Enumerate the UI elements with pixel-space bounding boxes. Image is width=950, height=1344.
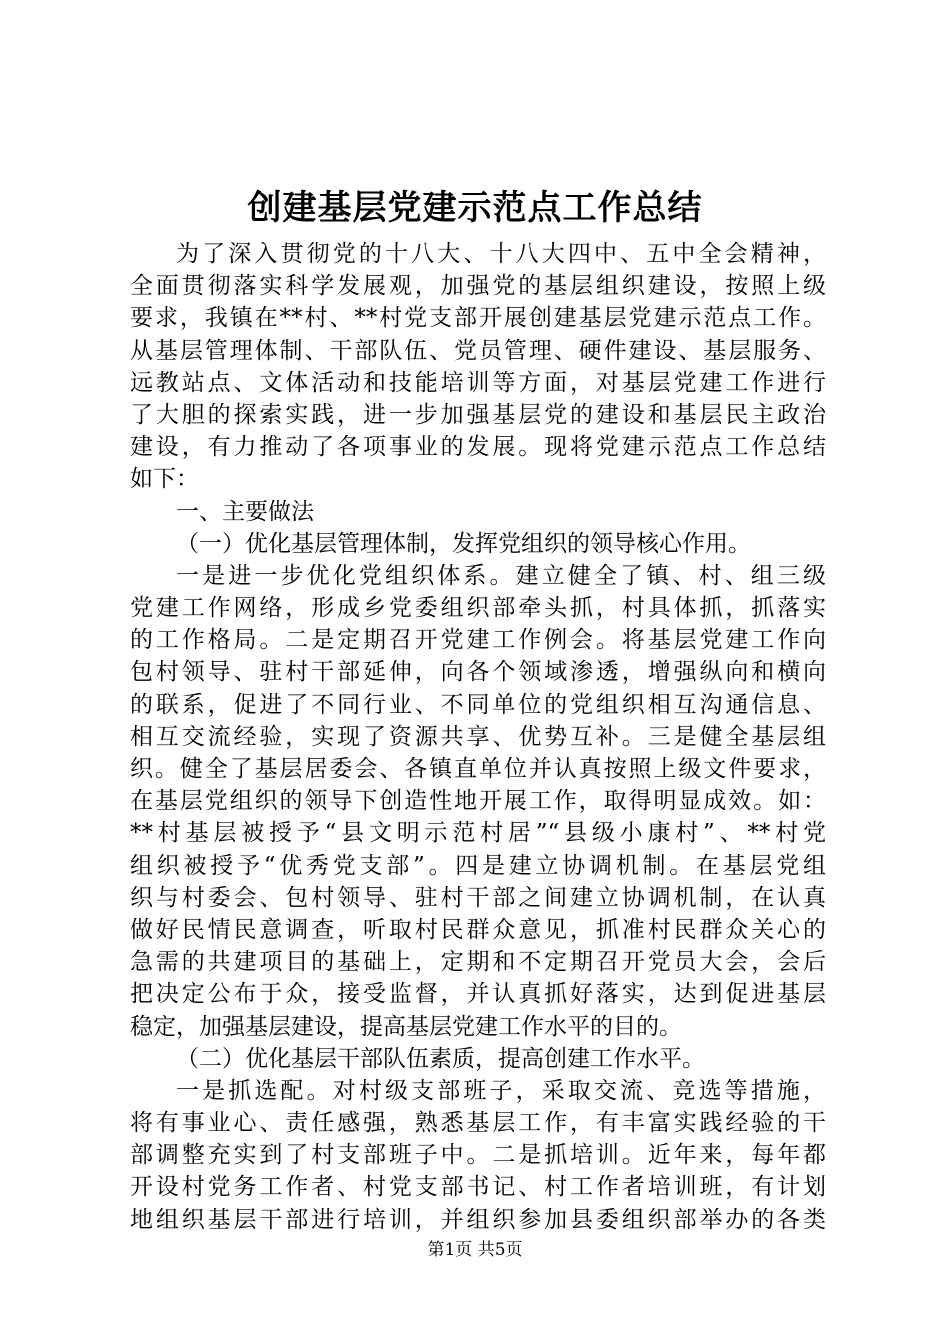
- text-line: 急需的共建项目的基础上，定期和不定期召开党员大会，会后: [130, 949, 826, 976]
- document-body: [130, 238, 826, 1236]
- text-line: 组织被授予“优秀党支部”。四是建立协调机制。在基层党组: [130, 852, 826, 879]
- text-line: 部调整充实到了村支部班子中。二是抓培训。近年来，每年都: [130, 1142, 826, 1169]
- text-line: 建设，有力推动了各项事业的发展。现将党建示范点工作总结: [130, 434, 826, 461]
- text-line: 的联系，促进了不同行业、不同单位的党组织相互沟通信息、: [130, 691, 826, 718]
- text-line: 的工作格局。二是定期召开党建工作例会。将基层党建工作向: [130, 627, 826, 654]
- text-line: 全面贯彻落实科学发展观，加强党的基层组织建设，按照上级: [130, 273, 826, 300]
- section-heading: 一、主要做法: [176, 498, 314, 525]
- subsection-heading: （一）优化基层管理体制，发挥党组织的领导核心作用。: [176, 530, 751, 557]
- text-line: **村基层被授予“县文明示范村居”“县级小康村”、**村党: [130, 820, 826, 847]
- text-line: 一是进一步优化党组织体系。建立健全了镇、村、组三级: [176, 562, 826, 589]
- text-line: 了大胆的探索实践，进一步加强基层党的建设和基层民主政治: [130, 401, 826, 428]
- page-footer: 第1页 共5页: [427, 1240, 523, 1260]
- document-title: 创建基层党建示范点工作总结: [247, 188, 703, 228]
- subsection-heading: （二）优化基层干部队伍素质，提高创建工作水平。: [176, 1045, 705, 1072]
- text-line: 开设村党务工作者、村党支部书记、村工作者培训班，有计划: [130, 1174, 826, 1201]
- text-line: 在基层党组织的领导下创造性地开展工作，取得明显成效。如：: [130, 788, 826, 815]
- text-line: 相互交流经验，实现了资源共享、优势互补。三是健全基层组: [130, 723, 826, 750]
- text-line: 党建工作网络，形成乡党委组织部牵头抓，村具体抓，抓落实: [130, 595, 826, 622]
- text-line: 地组织基层干部进行培训，并组织参加县委组织部举办的各类: [130, 1206, 826, 1233]
- text-line: 织。健全了基层居委会、各镇直单位并认真按照上级文件要求，: [130, 756, 826, 782]
- text-line: 包村领导、驻村干部延伸，向各个领域渗透，增强纵向和横向: [130, 659, 826, 686]
- text-line: 从基层管理体制、干部队伍、党员管理、硬件建设、基层服务、: [130, 337, 826, 364]
- text-line: 为了深入贯彻党的十八大、十八大四中、五中全会精神，: [176, 241, 826, 267]
- text-line: 远教站点、文体活动和技能培训等方面，对基层党建工作进行: [130, 369, 826, 396]
- text-line: 把决定公布于众，接受监督，并认真抓好落实，达到促进基层: [130, 981, 826, 1008]
- text-line: 稳定，加强基层建设，提高基层党建工作水平的目的。: [130, 1013, 682, 1040]
- text-line: 织与村委会、包村领导、驻村干部之间建立协调机制，在认真: [130, 884, 826, 911]
- text-line: 做好民情民意调查，听取村民群众意见，抓准村民群众关心的: [130, 916, 826, 943]
- text-line: 一是抓选配。对村级支部班子，采取交流、竞选等措施，: [176, 1077, 826, 1104]
- text-line: 将有事业心、责任感强，熟悉基层工作，有丰富实践经验的干: [130, 1110, 826, 1137]
- text-line: 如下：: [130, 466, 199, 493]
- text-line: 要求，我镇在**村、**村党支部开展创建基层党建示范点工作。: [130, 305, 826, 332]
